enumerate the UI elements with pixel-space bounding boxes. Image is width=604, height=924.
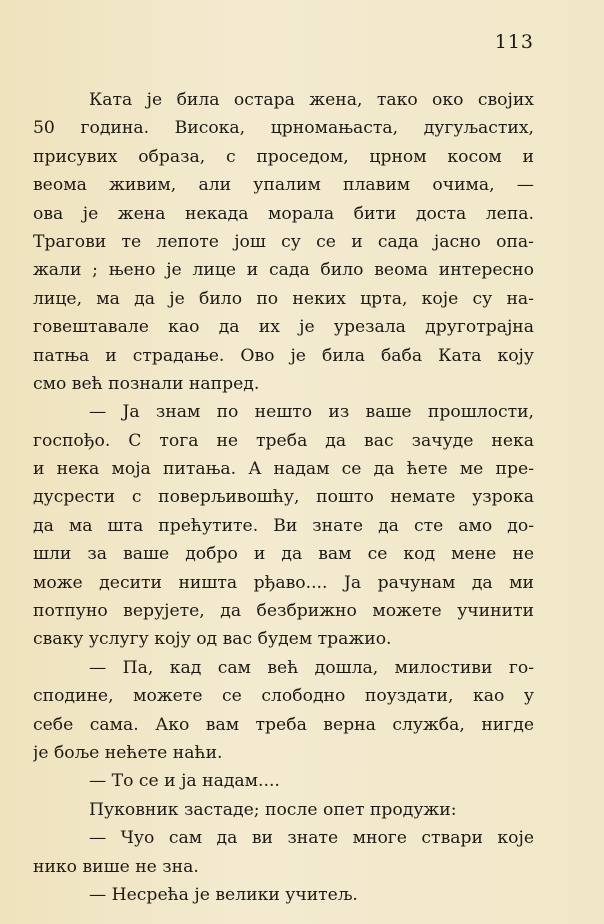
text-line: говештавале као да их је урезала друготрајна <box>33 317 534 338</box>
text-line: — Ја знам по нешто из ваше прошлости, <box>89 402 534 423</box>
text-line: присувих образа, с проседом, црном косом и <box>33 146 534 167</box>
text-line: Ката је била остара жена, тако око својих <box>89 90 534 110</box>
text-line: и нека моја питања. А надам се да ћете ме пре- <box>33 459 534 480</box>
text-line: Пуковник застаде; после опет продужи: <box>89 799 457 820</box>
text-line: — Несрећа је велики учитељ. <box>89 884 358 905</box>
text-line: дусрести с поверљивошћу, пошто немате узрока <box>33 487 534 508</box>
text-line: може десити ништа рђаво.... Ја рачунам да ми <box>33 572 534 593</box>
text-line: шли за ваше добро и да вам се код мене не <box>33 544 534 565</box>
text-line: лице, ма да је било по неких црта, које су на- <box>33 288 534 309</box>
text-line: смо већ познали напред. <box>33 373 260 394</box>
body-text <box>33 86 534 909</box>
page-number: 113 <box>494 31 534 53</box>
text-line: Трагови те лепоте још су се и сада јасно опа- <box>33 231 534 252</box>
text-line: ова је жена некада морала бити доста лепа. <box>33 203 534 224</box>
text-line: жали ; њено је лице и сада било веома интересно <box>33 260 534 281</box>
text-line: — Па, кад сам већ дошла, милостиви го- <box>89 657 534 678</box>
text-line: је боље нећете наћи. <box>33 742 223 763</box>
text-line: — Чуо сам да ви знате многе ствари које <box>89 828 534 849</box>
text-line: себе сама. Ако вам треба верна служба, нигде <box>33 714 534 735</box>
text-line: да ма шта прећутите. Ви знате да сте амо до- <box>33 515 534 536</box>
text-line: патња и страдање. Ово је била баба Ката коју <box>33 345 534 366</box>
text-line: — То се и ја надам.... <box>89 771 280 792</box>
text-line: потпуно верујете, да безбрижно можете учинити <box>33 601 534 622</box>
text-line: нико више не зна. <box>33 856 199 877</box>
text-line: сваку услугу коју од вас будем тражио. <box>33 629 392 650</box>
text-line: веома живим, али упалим плавим очима, — <box>33 175 534 196</box>
text-line: 50 година. Висока, црномањаста, дугуљастих, <box>33 118 534 139</box>
text-line: сподине, можете се слободно поуздати, као у <box>33 686 534 707</box>
text-line: госпођо. С тога не треба да вас зачуде нека <box>33 430 534 451</box>
